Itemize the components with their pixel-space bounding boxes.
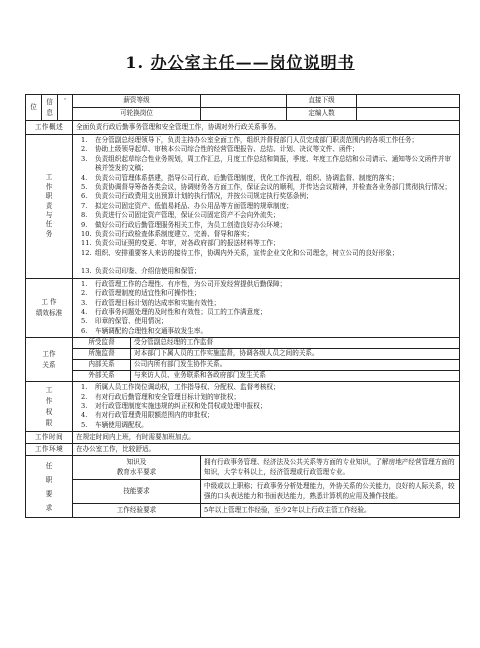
page-title [0, 50, 480, 73]
list-item: 3. 对行政管理制度实施违规的纠正权和处罚权或处理申报权； [81, 401, 267, 410]
authority-list [81, 382, 456, 431]
relation-value: 受分管副总经理的工作监督 [131, 338, 460, 349]
title-text: 办公室主任——岗位说明书 [150, 53, 355, 72]
relation-value: 与来访人员、业务联系和各政府部门发生关系 [131, 371, 460, 382]
title-number: 1. [125, 53, 145, 72]
relation-key: 所受监督 [73, 338, 131, 349]
duties-list [81, 135, 456, 278]
basic-label-b: 信 息 [42, 95, 58, 121]
rotation-value [201, 108, 287, 121]
work-env-label: 工作环境 [26, 444, 73, 456]
list-item: 8. 负责进行公司固定资产管理，保证公司固定资产不会向外流失； [81, 211, 280, 220]
requirement-key: 知识及 教育水平要求 [73, 456, 201, 480]
list-item: 7. 拟定公司固定资产、低值易耗品、办公用品等方面管理的规章制度； [81, 201, 293, 210]
list-item: 2. 行政管理制度的适宜性和可操作性； [81, 289, 201, 298]
authority-label: 工 作 权 限 [26, 382, 73, 432]
list-item: 1. 所属人员工作岗位调动权，工作指导权、分配权、监督考核权； [81, 383, 280, 392]
list-item: 6. 负责公司行政费用支出预算计划的执行情况，并按公司规定执行奖惩条例； [81, 192, 313, 201]
list-item: 3. 负责组织起草综合性业务规划，周工作汇总，月度工作总结和简报，季度、年度工作总结和公司请示、通知等公文函件并审核并签发的文稿； [81, 154, 452, 173]
salary-grade-label: 薪资等级 [73, 95, 201, 108]
list-item: 4. 行政事务问题处理的及时性和有效性；员工的工作满意度； [81, 307, 267, 316]
list-item: 6. 车辆调配的合理性和交通事故发生率。 [81, 326, 208, 335]
kpi-list [81, 279, 456, 337]
relation-key: 内部关系 [73, 360, 131, 371]
list-gap [81, 258, 456, 267]
list-item: 11. 负责公司证照的变更、年审，对各政府部门的报送材料等工作； [81, 239, 280, 248]
work-time-text: 在规定时间内上班，有时需要加班加点。 [73, 432, 460, 444]
headcount-label: 定编人数 [287, 108, 357, 121]
job-description-table [25, 94, 460, 518]
list-item: 5. 车辆使用调配权。 [81, 420, 148, 429]
relation-value: 公司内所有部门发生协作关系。 [131, 360, 460, 371]
list-item: 5. 负责协调督导筹备各类会议，协调财务各方面工作，保证会议的顺利，并传达会议精神，并检查各业务部门贯彻执行情况； [81, 183, 452, 192]
work-env-text: 在办公室工作，比较舒适。 [73, 444, 460, 456]
direct-sub-label: 直接下级 [287, 95, 357, 108]
relation-value: 对本部门下属人员的工作实施监督，协调各级人员之间的关系。 [131, 349, 460, 360]
list-item: 2. 协助上级领导起草、审核本公司综合性的经营管理报告、总结、计划、决议等文件、函件； [81, 145, 359, 154]
list-item: 2. 有对行政后勤管理和安全管理目标计划的审批权； [81, 392, 241, 401]
requirement-key: 工作经验要求 [73, 504, 201, 518]
requirement-key: 技能要求 [73, 480, 201, 504]
list-item: 9. 做好公司行政后勤管理服务相关工作，为员工创造良好办公环境； [81, 220, 287, 229]
list-item: 4. 负责公司管理体系搭建，指导公司行政、后勤管理制度，优化工作流程，组织、协调监督、制度的落实； [81, 173, 399, 182]
list-item: 12. 组织、安排重要客人来访的接待工作，协调内外关系，宣传企业文化和公司理念，树立公司的良好形象； [81, 248, 399, 257]
list-item: 5. 印章的保管、使用情况； [81, 317, 168, 326]
overview-text: 全面负责行政后勤事务管理和安全管理工作，协调对外行政关系事务。 [73, 121, 460, 135]
direct-sub-value [357, 95, 460, 108]
list-item: 4. 有对行政管理费用限额范围内的审批权； [81, 411, 214, 420]
basic-mark: ' [58, 95, 73, 108]
duties-label: 工 作 职 责 与 任 务 [26, 135, 73, 279]
work-time-label: 工作时间 [26, 432, 73, 444]
list-item: 1. 行政管理工作的合理性、有序性，为公司开发经营提供后勤保障； [81, 279, 287, 288]
rotation-label: 可轮换岗位 [73, 108, 201, 121]
list-item: 13. 负责公司印鉴、介绍信使用和保管； [81, 267, 201, 276]
requirement-value: 拥有行政事务管理、经济法及公共关系等方面的专业知识，了解房地产经营管理方面的知识，大学专科以上，经济管理或行政管理专业。 [201, 456, 460, 480]
relation-key: 外部关系 [73, 371, 131, 382]
relation-key: 所施监督 [73, 349, 131, 360]
relations-label: 工作 关系 [26, 338, 73, 382]
basic-label-a: 位 [26, 95, 42, 121]
salary-grade-value [201, 95, 287, 108]
requirement-value: 5年以上管理工作经验，至少2年以上行政主管工作经验。 [201, 504, 460, 518]
list-item: 10. 负责公司行政检查体系制度建立、完善、督导和落实； [81, 230, 254, 239]
headcount-value [357, 108, 460, 121]
list-item: 3. 行政管理目标计划的达成率和实施有效性； [81, 298, 221, 307]
kpi-label: 工 作 绩效标准 [26, 278, 73, 337]
requirements-label: 任 职 要 求 [26, 456, 73, 518]
list-item: 1. 在分管副总经理领导下，负责主持办公室全面工作，组织并督促部门人员完成部门职责范围内的各项工作任务； [81, 136, 419, 144]
overview-label: 工作概述 [26, 121, 73, 135]
requirement-value: 中级或以上职称；行政事务分析处理能力，外协关系的公关能力，良好的人际关系，较强的口头表达能力和书面表达能力，熟悉计算机的应用及操作技能。 [201, 480, 460, 504]
